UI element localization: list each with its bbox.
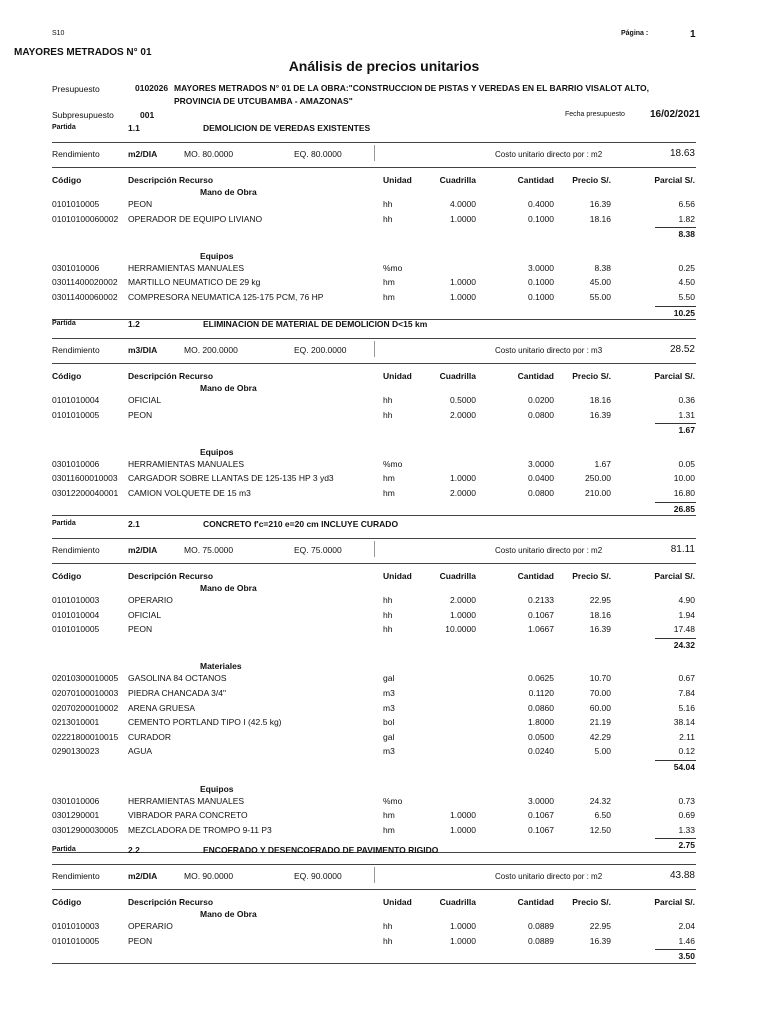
row-parcial: 4.50 bbox=[678, 277, 695, 288]
partida-number: 2.1 bbox=[128, 519, 140, 529]
group-subtotal: 54.04 bbox=[673, 762, 695, 772]
subtotal-line bbox=[655, 306, 696, 307]
row-parcial: 38.14 bbox=[673, 717, 695, 728]
row-cuadrilla: 1.0000 bbox=[450, 935, 476, 946]
rendimiento-mo: MO. 90.0000 bbox=[184, 871, 234, 881]
row-codigo: 0301010006 bbox=[52, 262, 100, 273]
page-title: Análisis de precios unitarios bbox=[288, 58, 480, 74]
col-header-codigo: Código bbox=[52, 571, 82, 581]
row-parcial: 16.80 bbox=[673, 488, 695, 498]
row-cantidad: 0.1000 bbox=[528, 213, 554, 224]
group-label-equipos: Equipos bbox=[200, 783, 234, 794]
row-cuadrilla: 1.0000 bbox=[450, 810, 476, 821]
row-parcial: 7.84 bbox=[678, 688, 695, 698]
row-codigo: 0290130023 bbox=[52, 746, 100, 757]
divider bbox=[374, 867, 375, 883]
partida-label: Partida bbox=[52, 846, 76, 853]
row-unidad: bol bbox=[383, 717, 395, 728]
col-header-descripcion: Descripción Recurso bbox=[128, 175, 214, 185]
col-header-unidad: Unidad bbox=[383, 371, 412, 381]
row-unidad: %mo bbox=[383, 458, 403, 469]
divider bbox=[52, 363, 696, 364]
row-cantidad: 0.0889 bbox=[528, 935, 554, 946]
row-descripcion: OPERARIO bbox=[128, 921, 173, 931]
presupuesto-desc-line1: MAYORES METRADOS N° 01 DE LA OBRA:"CONSTRUCCION DE PISTAS Y VEREDAS EN EL BARRIO VISALOT ALTO, bbox=[174, 83, 649, 93]
row-descripcion: MARTILLO NEUMATICO DE 29 kg bbox=[128, 277, 261, 288]
col-header-parcial: Parcial S/. bbox=[654, 571, 695, 581]
row-unidad: hm bbox=[383, 824, 395, 835]
row-unidad: hh bbox=[383, 409, 393, 420]
rendimiento-unit: m3/DIA bbox=[128, 345, 158, 355]
row-unidad: hh bbox=[383, 624, 393, 635]
partida-number: 2.2 bbox=[128, 845, 140, 855]
divider bbox=[52, 538, 696, 539]
row-unidad: hm bbox=[383, 292, 395, 302]
row-precio: 1.67 bbox=[594, 458, 611, 469]
divider bbox=[52, 167, 696, 168]
group-subtotal: 3.50 bbox=[678, 951, 695, 962]
row-codigo: 03011400060002 bbox=[52, 292, 118, 302]
group-label-materiales: Materiales bbox=[200, 661, 242, 672]
col-header-cantidad: Cantidad bbox=[517, 897, 554, 907]
subtotal-line bbox=[655, 760, 696, 761]
row-cuadrilla: 1.0000 bbox=[450, 824, 476, 835]
row-parcial: 0.05 bbox=[678, 458, 695, 469]
divider bbox=[374, 145, 375, 161]
row-parcial: 1.94 bbox=[678, 609, 695, 620]
report-code: S10 bbox=[52, 30, 65, 37]
partida-label: Partida bbox=[52, 520, 76, 527]
col-header-codigo: Código bbox=[52, 897, 82, 907]
group-label-mano-obra: Mano de Obra bbox=[200, 187, 257, 197]
row-cuadrilla: 1.0000 bbox=[450, 921, 476, 931]
costo-unitario-value: 28.52 bbox=[669, 344, 695, 355]
row-codigo: 02010300010005 bbox=[52, 673, 119, 684]
row-cantidad: 0.1120 bbox=[528, 688, 554, 698]
row-cuadrilla: 4.0000 bbox=[450, 199, 476, 209]
row-codigo: 0101010005 bbox=[52, 624, 100, 635]
row-precio: 18.16 bbox=[589, 395, 611, 405]
row-codigo: 03012200040001 bbox=[52, 488, 119, 498]
row-parcial: 0.25 bbox=[678, 262, 695, 273]
presupuesto-desc-line2: PROVINCIA DE UTCUBAMBA - AMAZONAS" bbox=[174, 96, 353, 106]
costo-unitario-value: 18.63 bbox=[669, 148, 695, 159]
rendimiento-eq: EQ. 75.0000 bbox=[294, 545, 342, 555]
row-parcial: 2.04 bbox=[678, 921, 695, 931]
row-parcial: 1.33 bbox=[678, 824, 695, 835]
row-precio: 250.00 bbox=[585, 473, 611, 484]
group-subtotal: 8.38 bbox=[678, 229, 695, 240]
divider bbox=[52, 563, 696, 564]
doc-title: MAYORES METRADOS N° 01 bbox=[14, 47, 152, 58]
row-cantidad: 0.1067 bbox=[528, 609, 554, 620]
row-codigo: 0101010004 bbox=[52, 395, 100, 405]
row-precio: 24.32 bbox=[589, 795, 611, 806]
row-cantidad: 3.0000 bbox=[528, 458, 554, 469]
row-cuadrilla: 2.0000 bbox=[450, 595, 476, 605]
subtotal-line bbox=[655, 638, 696, 639]
row-precio: 210.00 bbox=[585, 488, 611, 498]
col-header-precio: Precio S/. bbox=[572, 175, 611, 185]
row-cuadrilla: 1.0000 bbox=[450, 292, 476, 302]
rendimiento-eq: EQ. 90.0000 bbox=[294, 871, 342, 881]
row-codigo: 02070100010003 bbox=[52, 688, 119, 698]
row-unidad: hm bbox=[383, 277, 395, 288]
row-codigo: 0301290001 bbox=[52, 810, 100, 821]
partida-number: 1.2 bbox=[128, 319, 140, 329]
row-precio: 16.39 bbox=[589, 409, 611, 420]
row-unidad: hh bbox=[383, 935, 393, 946]
row-codigo: 0301010006 bbox=[52, 795, 100, 806]
row-descripcion: CURADOR bbox=[128, 731, 171, 742]
col-header-descripcion: Descripción Recurso bbox=[128, 371, 214, 381]
row-unidad: hm bbox=[383, 810, 395, 821]
row-cantidad: 0.0625 bbox=[528, 673, 554, 684]
row-cantidad: 0.0500 bbox=[528, 731, 554, 742]
row-parcial: 2.11 bbox=[679, 731, 695, 742]
col-header-precio: Precio S/. bbox=[572, 897, 611, 907]
row-parcial: 5.50 bbox=[678, 292, 695, 302]
col-header-cantidad: Cantidad bbox=[517, 571, 554, 581]
row-precio: 18.16 bbox=[589, 609, 611, 620]
row-parcial: 1.46 bbox=[678, 935, 695, 946]
row-descripcion: COMPRESORA NEUMATICA 125-175 PCM, 76 HP bbox=[128, 292, 324, 302]
group-subtotal: 26.85 bbox=[673, 503, 695, 514]
col-header-unidad: Unidad bbox=[383, 571, 412, 581]
row-parcial: 0.12 bbox=[678, 746, 695, 757]
row-precio: 8.38 bbox=[594, 262, 611, 273]
row-unidad: %mo bbox=[383, 262, 403, 273]
fecha-label: Fecha presupuesto bbox=[565, 111, 625, 118]
partida-name: ENCOFRADO Y DESENCOFRADO DE PAVIMENTO RIGIDO bbox=[203, 845, 439, 855]
col-header-descripcion: Descripción Recurso bbox=[128, 571, 214, 581]
row-parcial: 17.48 bbox=[673, 624, 695, 635]
subtotal-line bbox=[655, 949, 696, 950]
row-cantidad: 0.1067 bbox=[528, 810, 554, 821]
row-cantidad: 1.0667 bbox=[528, 624, 554, 635]
rendimiento-unit: m2/DIA bbox=[128, 545, 158, 555]
row-unidad: hh bbox=[383, 595, 393, 605]
costo-unitario-label: Costo unitario directo por : m3 bbox=[495, 346, 603, 355]
row-codigo: 03012900030005 bbox=[52, 824, 119, 835]
row-cantidad: 0.1067 bbox=[528, 824, 554, 835]
rendimiento-mo: MO. 200.0000 bbox=[184, 345, 238, 355]
col-header-parcial: Parcial S/. bbox=[654, 897, 695, 907]
costo-unitario-value: 81.11 bbox=[670, 544, 695, 555]
row-cantidad: 0.0800 bbox=[528, 409, 554, 420]
row-precio: 22.95 bbox=[589, 595, 611, 605]
row-descripcion: OPERARIO bbox=[128, 595, 173, 605]
partida-number: 1.1 bbox=[128, 123, 140, 133]
row-descripcion: HERRAMIENTAS MANUALES bbox=[128, 262, 245, 273]
row-codigo: 0301010006 bbox=[52, 458, 100, 469]
row-descripcion: OPERADOR DE EQUIPO LIVIANO bbox=[128, 213, 263, 224]
group-label-mano-obra: Mano de Obra bbox=[200, 583, 257, 593]
partida-label: Partida bbox=[52, 124, 76, 131]
divider bbox=[52, 338, 696, 339]
row-precio: 12.50 bbox=[589, 824, 611, 835]
row-cantidad: 3.0000 bbox=[528, 795, 554, 806]
row-unidad: hh bbox=[383, 395, 393, 405]
col-header-cuadrilla: Cuadrilla bbox=[439, 371, 476, 381]
row-descripcion: AGUA bbox=[128, 746, 153, 757]
row-cantidad: 0.0200 bbox=[528, 395, 554, 405]
page-label: Página : bbox=[621, 30, 649, 37]
col-header-cuadrilla: Cuadrilla bbox=[439, 571, 476, 581]
row-precio: 55.00 bbox=[589, 292, 611, 302]
divider bbox=[52, 515, 696, 516]
divider bbox=[52, 889, 696, 890]
row-parcial: 10.00 bbox=[673, 473, 695, 484]
row-unidad: m3 bbox=[383, 746, 395, 757]
row-parcial: 0.73 bbox=[678, 795, 695, 806]
row-codigo: 0213010001 bbox=[52, 717, 100, 728]
row-precio: 45.00 bbox=[589, 277, 611, 288]
row-cantidad: 0.0860 bbox=[528, 702, 554, 713]
col-header-precio: Precio S/. bbox=[572, 371, 611, 381]
row-cuadrilla: 10.0000 bbox=[445, 624, 476, 635]
presupuesto-label: Presupuesto bbox=[52, 84, 100, 94]
row-descripcion: CEMENTO PORTLAND TIPO I (42.5 kg) bbox=[128, 717, 282, 728]
rendimiento-label: Rendimiento bbox=[52, 345, 100, 355]
row-descripcion: PEON bbox=[128, 935, 153, 946]
partida-name: DEMOLICION DE VEREDAS EXISTENTES bbox=[203, 123, 371, 133]
presupuesto-code: 0102026 bbox=[135, 83, 169, 93]
col-header-parcial: Parcial S/. bbox=[654, 371, 695, 381]
row-unidad: gal bbox=[383, 673, 395, 684]
row-cantidad: 0.2133 bbox=[528, 595, 554, 605]
costo-unitario-label: Costo unitario directo por : m2 bbox=[495, 546, 603, 555]
row-precio: 16.39 bbox=[589, 199, 611, 209]
row-descripcion: VIBRADOR PARA CONCRETO bbox=[128, 810, 248, 821]
row-parcial: 0.67 bbox=[678, 673, 695, 684]
row-cantidad: 0.1000 bbox=[528, 277, 554, 288]
row-codigo: 0101010005 bbox=[52, 199, 100, 209]
row-unidad: hh bbox=[383, 609, 393, 620]
row-precio: 42.29 bbox=[589, 731, 611, 742]
row-precio: 16.39 bbox=[589, 935, 611, 946]
row-cantidad: 0.0889 bbox=[528, 921, 554, 931]
row-descripcion: HERRAMIENTAS MANUALES bbox=[128, 458, 245, 469]
row-unidad: m3 bbox=[383, 702, 395, 713]
rendimiento-label: Rendimiento bbox=[52, 545, 100, 555]
row-parcial: 0.36 bbox=[678, 395, 695, 405]
group-label-equipos: Equipos bbox=[200, 446, 234, 457]
row-parcial: 1.82 bbox=[678, 213, 695, 224]
row-descripcion: OFICIAL bbox=[128, 609, 162, 620]
row-parcial: 5.16 bbox=[678, 702, 695, 713]
row-precio: 16.39 bbox=[589, 624, 611, 635]
row-codigo: 0101010004 bbox=[52, 609, 100, 620]
divider bbox=[52, 864, 696, 865]
row-codigo: 01010100060002 bbox=[52, 213, 119, 224]
page-number: 1 bbox=[690, 29, 696, 40]
col-header-parcial: Parcial S/. bbox=[654, 175, 695, 185]
row-cuadrilla: 1.0000 bbox=[450, 213, 476, 224]
row-precio: 21.19 bbox=[589, 717, 611, 728]
row-descripcion: MEZCLADORA DE TROMPO 9-11 P3 bbox=[128, 824, 272, 835]
row-cuadrilla: 1.0000 bbox=[450, 277, 476, 288]
row-codigo: 02221800010015 bbox=[52, 731, 119, 742]
row-precio: 10.70 bbox=[589, 673, 611, 684]
row-parcial: 6.56 bbox=[678, 199, 695, 209]
col-header-cantidad: Cantidad bbox=[517, 371, 554, 381]
row-precio: 70.00 bbox=[589, 688, 611, 698]
row-precio: 5.00 bbox=[594, 746, 611, 757]
row-cantidad: 0.0800 bbox=[528, 488, 554, 498]
costo-unitario-label: Costo unitario directo por : m2 bbox=[495, 872, 603, 881]
subtotal-line bbox=[655, 502, 696, 503]
row-descripcion: PEON bbox=[128, 624, 153, 635]
row-cantidad: 0.1000 bbox=[528, 292, 554, 302]
row-cuadrilla: 2.0000 bbox=[450, 488, 476, 498]
row-cantidad: 0.0240 bbox=[528, 746, 554, 757]
subtotal-line bbox=[655, 227, 696, 228]
row-parcial: 0.69 bbox=[678, 810, 695, 821]
row-codigo: 0101010005 bbox=[52, 409, 100, 420]
row-precio: 6.50 bbox=[594, 810, 611, 821]
row-cuadrilla: 1.0000 bbox=[450, 473, 476, 484]
group-subtotal: 1.67 bbox=[678, 425, 695, 436]
row-precio: 18.16 bbox=[589, 213, 611, 224]
row-parcial: 4.90 bbox=[678, 595, 695, 605]
row-descripcion: PEON bbox=[128, 409, 153, 420]
col-header-cuadrilla: Cuadrilla bbox=[439, 897, 476, 907]
rendimiento-label: Rendimiento bbox=[52, 149, 100, 159]
row-descripcion: PIEDRA CHANCADA 3/4" bbox=[128, 688, 226, 698]
rendimiento-unit: m2/DIA bbox=[128, 871, 158, 881]
row-descripcion: GASOLINA 84 OCTANOS bbox=[128, 673, 227, 684]
row-parcial: 1.31 bbox=[678, 409, 695, 420]
col-header-codigo: Código bbox=[52, 371, 82, 381]
row-codigo: 0101010005 bbox=[52, 935, 100, 946]
fecha-value: 16/02/2021 bbox=[650, 109, 701, 120]
subpresupuesto-label: Subpresupuesto bbox=[52, 110, 114, 120]
group-subtotal: 2.75 bbox=[678, 840, 695, 851]
row-descripcion: HERRAMIENTAS MANUALES bbox=[128, 795, 245, 806]
partida-label: Partida bbox=[52, 320, 76, 327]
row-descripcion: ARENA GRUESA bbox=[128, 702, 196, 713]
row-unidad: hh bbox=[383, 199, 393, 209]
row-unidad: hm bbox=[383, 488, 395, 498]
row-precio: 22.95 bbox=[589, 921, 611, 931]
group-label-equipos: Equipos bbox=[200, 250, 234, 261]
subtotal-line bbox=[655, 838, 696, 839]
col-header-codigo: Código bbox=[52, 175, 82, 185]
row-descripcion: CARGADOR SOBRE LLANTAS DE 125-135 HP 3 yd3 bbox=[128, 473, 334, 484]
costo-unitario-label: Costo unitario directo por : m2 bbox=[495, 150, 603, 159]
group-label-mano-obra: Mano de Obra bbox=[200, 909, 257, 919]
group-subtotal: 10.25 bbox=[673, 307, 695, 318]
row-codigo: 03011600010003 bbox=[52, 473, 118, 484]
rendimiento-eq: EQ. 80.0000 bbox=[294, 149, 342, 159]
row-cuadrilla: 1.0000 bbox=[450, 609, 476, 620]
partida-name: ELIMINACION DE MATERIAL DE DEMOLICION D<15 km bbox=[203, 319, 428, 329]
row-precio: 60.00 bbox=[589, 702, 611, 713]
rendimiento-mo: MO. 80.0000 bbox=[184, 149, 234, 159]
row-unidad: %mo bbox=[383, 795, 403, 806]
rendimiento-unit: m2/DIA bbox=[128, 149, 158, 159]
row-descripcion: CAMION VOLQUETE DE 15 m3 bbox=[128, 488, 251, 498]
divider bbox=[374, 541, 375, 557]
row-codigo: 0101010003 bbox=[52, 921, 100, 931]
row-unidad: hh bbox=[383, 213, 393, 224]
rendimiento-label: Rendimiento bbox=[52, 871, 100, 881]
row-descripcion: OFICIAL bbox=[128, 395, 162, 405]
group-label-mano-obra: Mano de Obra bbox=[200, 383, 257, 393]
row-descripcion: PEON bbox=[128, 199, 153, 209]
row-unidad: hm bbox=[383, 473, 395, 484]
rendimiento-mo: MO. 75.0000 bbox=[184, 545, 234, 555]
subtotal-line bbox=[655, 423, 696, 424]
row-cantidad: 0.0400 bbox=[528, 473, 554, 484]
group-subtotal: 24.32 bbox=[673, 639, 695, 650]
col-header-unidad: Unidad bbox=[383, 897, 412, 907]
row-unidad: m3 bbox=[383, 688, 395, 698]
col-header-descripcion: Descripción Recurso bbox=[128, 897, 214, 907]
divider bbox=[52, 142, 696, 143]
row-cuadrilla: 0.5000 bbox=[450, 395, 476, 405]
row-cantidad: 0.4000 bbox=[528, 199, 554, 209]
row-unidad: hh bbox=[383, 921, 393, 931]
subpresupuesto-code: 001 bbox=[140, 110, 155, 120]
row-codigo: 02070200010002 bbox=[52, 702, 119, 713]
row-cantidad: 1.8000 bbox=[528, 717, 554, 728]
row-cantidad: 3.0000 bbox=[528, 262, 554, 273]
row-unidad: gal bbox=[383, 731, 395, 742]
partida-name: CONCRETO f'c=210 e=20 cm INCLUYE CURADO bbox=[203, 519, 399, 529]
rendimiento-eq: EQ. 200.0000 bbox=[294, 345, 347, 355]
col-header-precio: Precio S/. bbox=[572, 571, 611, 581]
col-header-cuadrilla: Cuadrilla bbox=[439, 175, 476, 185]
col-header-unidad: Unidad bbox=[383, 175, 412, 185]
costo-unitario-value: 43.88 bbox=[669, 870, 695, 881]
divider bbox=[374, 341, 375, 357]
row-codigo: 03011400020002 bbox=[52, 277, 118, 288]
col-header-cantidad: Cantidad bbox=[517, 175, 554, 185]
row-codigo: 0101010003 bbox=[52, 595, 100, 605]
divider bbox=[52, 963, 696, 964]
row-cuadrilla: 2.0000 bbox=[450, 409, 476, 420]
